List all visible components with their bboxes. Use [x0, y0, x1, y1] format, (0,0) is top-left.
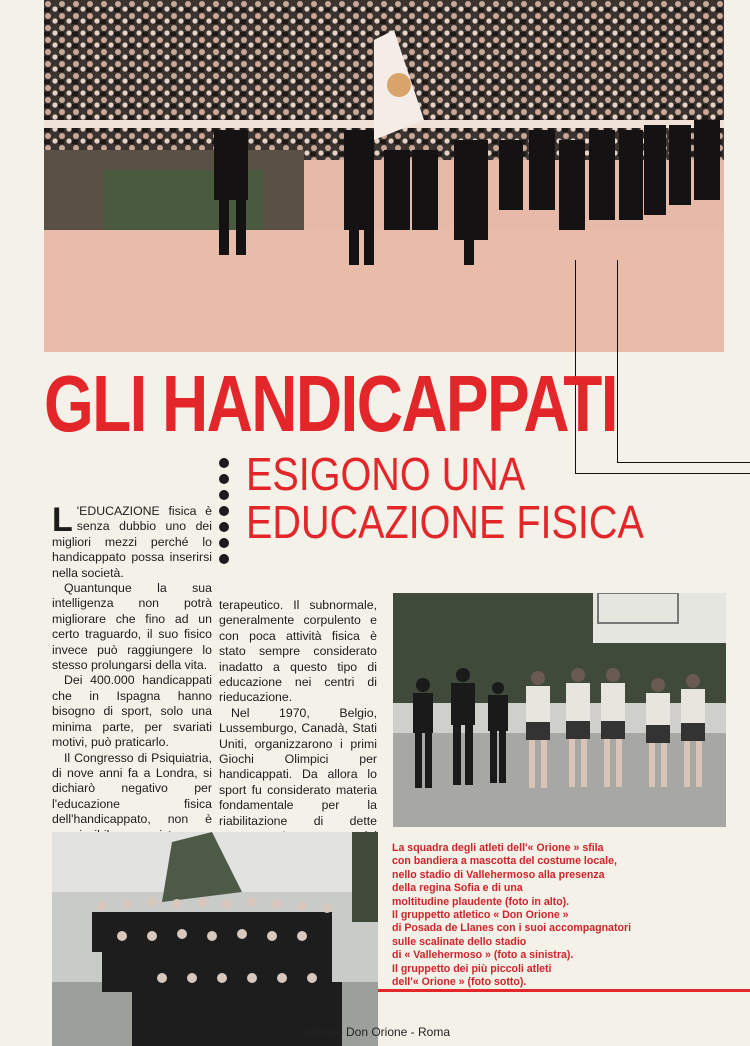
subtitle-line-2: EDUCAZIONE FISICA: [246, 496, 644, 548]
paragraph: Quantunque la sua intelligenza non potrà migliorare che fino ad un certo traguardo, il suo fisico invece può raggiungere lo stesso prolungarsi della vita.: [52, 581, 212, 673]
photo-caption: [392, 842, 692, 989]
bullet-dots: [219, 458, 231, 570]
text-column-2: [219, 598, 377, 860]
caption-line: di « Vallehermoso » (foto a sinistra).: [392, 949, 574, 962]
caption-line: La squadra degli atleti dell'« Orione » sfila: [392, 842, 604, 854]
drop-cap: L: [52, 501, 73, 539]
group-photo: [52, 832, 378, 1046]
article-subtitle: [246, 450, 644, 546]
caption-line: sulle scalinate dello stadio: [392, 935, 527, 948]
caption-line: nello stadio di Vallehermoso alla presenza: [392, 868, 605, 881]
caption-line: dell'« Orione » (foto sotto).: [392, 976, 527, 989]
small-athletes-photo: [393, 593, 726, 827]
paragraph: Nel 1970, Belgio, Lussemburgo, Canadà, Stati Uniti, organizzarono i primi Giochi Olimpici per handicappati. Da allora lo sport fu considerato materia fondamentale per la riabilitazione di dette: [219, 705, 377, 828]
red-divider: [378, 989, 750, 992]
paragraph: terapeutico. Il subnormale, generalmente corpulento e con poca attività fisica è stato sempre considerato inadatto a questo tipo di educazione nei centri di rieducazione.: [219, 598, 377, 705]
subtitle-line-1: ESIGONO UNA: [246, 448, 526, 500]
caption-line: con bandiera a mascotta del costume locale,: [392, 855, 617, 868]
archive-footer: Archivio Don Orione - Roma: [299, 1025, 451, 1039]
paragraph-text: 'EDUCAZIONE fisica è senza dubbio uno dei migliori mezzi perché lo handicappato possa inserirsi nella società.: [52, 504, 212, 580]
caption-line: della regina Sofia e di una: [392, 882, 523, 895]
frame-line-3: [617, 260, 618, 463]
parade-photo: [44, 0, 724, 352]
caption-line: Il gruppetto dei più piccoli atleti: [392, 962, 552, 975]
caption-line: Il gruppetto atletico « Don Orione »: [392, 909, 569, 922]
caption-line: di Posada de Llanes con i suoi accompagnatori: [392, 922, 632, 935]
caption-line: moltitudine plaudente (foto in alto).: [392, 895, 570, 908]
article-title: GLI HANDICAPPATI: [44, 359, 617, 448]
paragraph: Il Congresso di Psiquiatria, di nove anni fa a Londra, si dichiarò negativo per l'educazione fisica dell'handicappato, non è: [52, 750, 212, 827]
text-column-1: [52, 501, 212, 843]
paragraph: [52, 501, 212, 581]
paragraph: Dei 400.000 handicappati che in Ispagna hanno bisogno di sport, solo una minima parte, per svariati motivi, può praticarlo.: [52, 673, 212, 750]
